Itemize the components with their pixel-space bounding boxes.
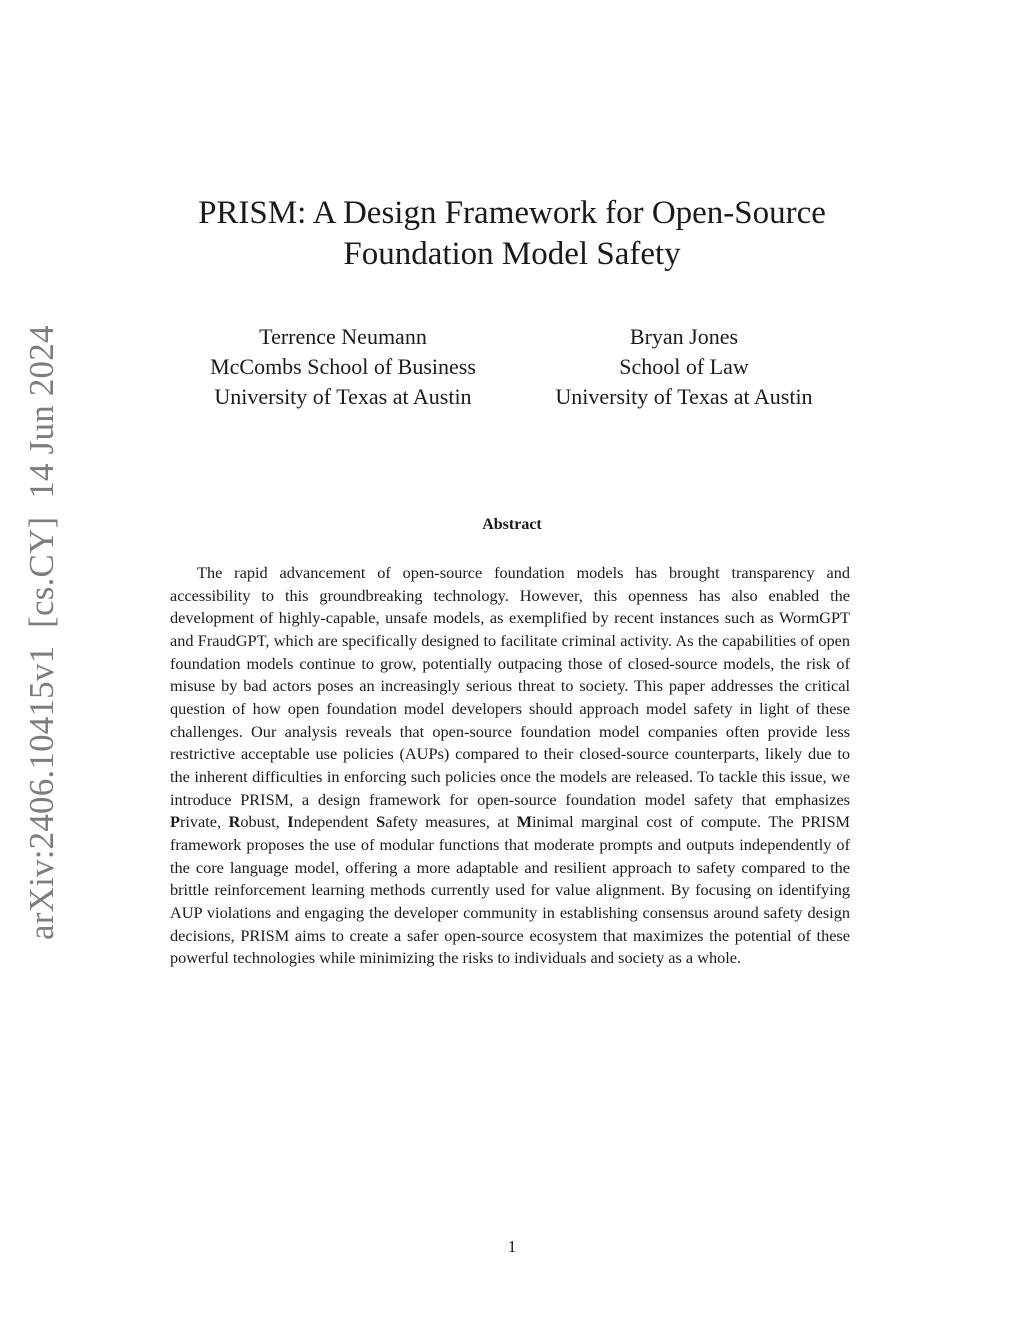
arxiv-id: arXiv:2406.10415v1 bbox=[22, 645, 61, 940]
acronym-letter-i: I bbox=[287, 812, 294, 832]
acronym-word-robust: obust, bbox=[240, 812, 288, 832]
paper-title-line-2: Foundation Model Safety bbox=[343, 236, 681, 272]
author-name: Bryan Jones bbox=[629, 324, 739, 349]
acronym-letter-m: M bbox=[516, 812, 533, 832]
acronym-letter-r: R bbox=[228, 812, 241, 832]
author-institution: University of Texas at Austin bbox=[214, 384, 472, 409]
arxiv-identifier-stamp bbox=[18, 325, 66, 940]
abstract-body bbox=[170, 562, 850, 970]
author-2 bbox=[519, 322, 849, 412]
paper-title bbox=[140, 193, 884, 275]
acronym-letter-s: S bbox=[376, 812, 386, 832]
acronym-word-safety: afety measures, at bbox=[385, 812, 517, 832]
author-department: McCombs School of Business bbox=[210, 354, 476, 379]
author-block bbox=[0, 322, 1024, 417]
acronym-word-independent: ndependent bbox=[293, 812, 377, 832]
page-number: 1 bbox=[507, 1237, 517, 1256]
arxiv-date: 14 Jun 2024 bbox=[22, 325, 61, 499]
author-name: Terrence Neumann bbox=[259, 324, 427, 349]
acronym-word-private: rivate, bbox=[179, 812, 229, 832]
author-department: School of Law bbox=[619, 354, 749, 379]
paper-title-line-1: PRISM: A Design Framework for Open-Source bbox=[198, 195, 826, 231]
acronym-letter-p: P bbox=[170, 812, 180, 832]
author-institution: University of Texas at Austin bbox=[555, 384, 813, 409]
abstract-text-1: The rapid advancement of open-source foundation models has brought transparency and accessibility to this groundbreaking technology. However, this openness has also enabled the development of highly-capable, unsafe models, as exemplified by recent instances such as WormGPT and FraudGPT, which are specifically designed to facilitate criminal activity. As the capabilities of open foundation models continue to grow, potentially outpacing those of closed-source models, the risk of misuse by bad actors poses an increasingly serious threat to society. This paper addresses the critical question of how open foundation model developers should approach model safety in light of these challenges. Our analysis reveals that open-source foundation model companies often provide less restrictive acceptable use policies (AUPs) compared to their closed-source counterparts, likely due to the inherent difficulties in enforcing such policies once the models are released. To tackle this issue, we introduce PRISM, a design framework for open-source foundation model safety that emphasizes bbox=[170, 563, 850, 809]
arxiv-category: [cs.CY] bbox=[22, 516, 61, 628]
author-1 bbox=[178, 322, 508, 412]
abstract-heading: Abstract bbox=[482, 516, 542, 533]
abstract-text-2: inimal marginal cost of compute. The PRISM framework proposes the use of modular functions that moderate prompts and outputs independently of the core language model, offering a more adaptable and resilient approach to safety compared to the brittle reinforcement learning methods currently used for value alignment. By focusing on identifying AUP violations and engaging the developer community in establishing consensus around safety design decisions, PRISM aims to create a safer open-source ecosystem that maximizes the potential of these powerful technologies while minimizing the risks to individuals and society as a whole. bbox=[170, 812, 851, 968]
